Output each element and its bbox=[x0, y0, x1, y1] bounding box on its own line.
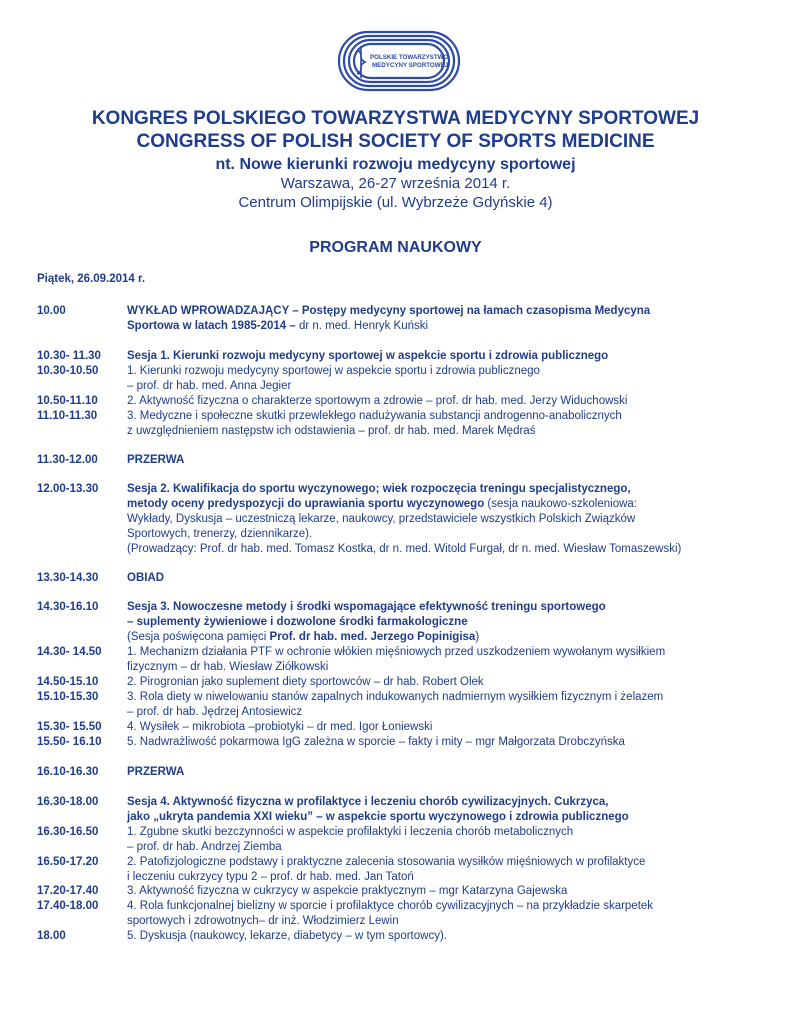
schedule-time: 16.50-17.20 bbox=[37, 856, 99, 868]
schedule-content bbox=[127, 571, 777, 586]
schedule-time: 18.00 bbox=[37, 930, 66, 942]
schedule-line: 5. Nadwrażliwość pokarmowa IgG zależna w sporcie – fakty i mity – mgr Małgorzata Drobczyńska bbox=[127, 736, 625, 748]
schedule-line: 1. Kierunki rozwoju medycyny sportowej w aspekcie sportu i zdrowia publicznego bbox=[127, 365, 540, 377]
congress-title-en: CONGRESS OF POLISH SOCIETY OF SPORTS MEDICINE bbox=[136, 131, 655, 152]
schedule-time: 15.50- 16.10 bbox=[37, 736, 102, 748]
schedule-time: 10.30-10.50 bbox=[37, 365, 99, 377]
schedule-time: 13.30-14.30 bbox=[37, 572, 99, 584]
schedule-content bbox=[127, 884, 777, 899]
schedule-line: 1. Zgubne skutki bezczynności w aspekcie profilaktyki i leczenia chorób metabolicznych bbox=[127, 826, 574, 838]
schedule-content bbox=[127, 765, 777, 780]
schedule-line: PRZERWA bbox=[127, 766, 185, 778]
logo-text-line2: MEDYCYNY SPORTOWEJ bbox=[372, 62, 449, 69]
schedule-time: 12.00-13.30 bbox=[37, 483, 99, 495]
schedule-line: (Sesja poświęcona pamięci Prof. dr hab. med. Jerzego Popinigisa) bbox=[127, 631, 480, 643]
schedule-time: 17.20-17.40 bbox=[37, 885, 99, 897]
schedule-time: 16.30-16.50 bbox=[37, 826, 99, 838]
schedule-line: (Prowadzący: Prof. dr hab. med. Tomasz Kostka, dr n. med. Witold Furgał, dr n. med. Wiesław Tomaszewski) bbox=[127, 543, 682, 555]
schedule-content bbox=[127, 720, 777, 735]
schedule-line: OBIAD bbox=[127, 572, 165, 584]
schedule-line: – prof. dr hab. med. Anna Jegier bbox=[127, 380, 292, 392]
schedule-content bbox=[127, 825, 777, 855]
schedule-line: 2. Aktywność fizyczna o charakterze sportowym a zdrowie – prof. dr hab. med. Jerzy Widuchowski bbox=[127, 395, 628, 407]
schedule-time: 17.40-18.00 bbox=[37, 900, 99, 912]
schedule-content bbox=[127, 364, 777, 394]
schedule-content bbox=[127, 482, 777, 557]
program-title: PROGRAM NAUKOWY bbox=[309, 239, 482, 256]
schedule-content bbox=[127, 453, 777, 468]
schedule-line: 4. Wysiłek – mikrobiota –probiotyki – dr med. Igor Łoniewski bbox=[127, 721, 433, 733]
caduceus-icon bbox=[357, 46, 365, 78]
schedule-line: 1. Mechanizm działania PTF w ochronie włókien mięśniowych przed uszkodzeniem wywołanym wysiłkiem bbox=[127, 646, 666, 658]
schedule-time: 16.30-18.00 bbox=[37, 796, 99, 808]
day-heading: Piątek, 26.09.2014 r. bbox=[37, 273, 146, 285]
schedule-content bbox=[127, 645, 777, 675]
schedule-time: 15.10-15.30 bbox=[37, 691, 99, 703]
schedule-line: – suplementy żywieniowe i dozwolone środki farmakologiczne bbox=[127, 616, 468, 628]
schedule-line: Sportowych, trenerzy, dziennikarze). bbox=[127, 528, 313, 540]
venue: Centrum Olimpijskie (ul. Wybrzeże Gdyńskie 4) bbox=[238, 194, 553, 211]
schedule-content bbox=[127, 304, 777, 334]
schedule-line: 3. Rola diety w niwelowaniu stanów zapalnych indukowanych nadmiernym wysiłkiem fizycznym i żelazem bbox=[127, 691, 664, 703]
schedule-line: – prof. dr hab. Andrzej Ziemba bbox=[127, 841, 282, 853]
schedule-content bbox=[127, 409, 777, 439]
schedule-time: 10.00 bbox=[37, 305, 66, 317]
schedule-line: Sportowa w latach 1985-2014 – dr n. med. Henryk Kuński bbox=[127, 320, 429, 332]
schedule-content bbox=[127, 795, 777, 825]
schedule-line: Sesja 4. Aktywność fizyczna w profilaktyce i leczeniu chorób cywilizacyjnych. Cukrzyca, bbox=[127, 796, 609, 808]
schedule-content bbox=[127, 690, 777, 720]
schedule-content bbox=[127, 899, 777, 929]
schedule-line: Wykłady, Dyskusja – uczestniczą lekarze, naukowcy, przedstawiciele wszystkich Polskich Związków bbox=[127, 513, 636, 525]
logo-text-line1: POLSKIE TOWARZYSTWO bbox=[370, 54, 449, 61]
schedule-content bbox=[127, 349, 777, 364]
society-logo bbox=[337, 30, 461, 92]
schedule-content bbox=[127, 735, 777, 750]
schedule-time: 15.30- 15.50 bbox=[37, 721, 102, 733]
schedule-content bbox=[127, 600, 777, 645]
schedule-line: i leczeniu cukrzycy typu 2 – prof. dr hab. med. Jan Tatoń bbox=[127, 871, 414, 883]
schedule-line: 2. Patofizjologiczne podstawy i praktyczne zalecenia stosowania wysiłków mięśniowych w profilaktyce bbox=[127, 856, 646, 868]
schedule-time: 14.30- 14.50 bbox=[37, 646, 102, 658]
schedule-line: sportowych i zdrowotnych– dr inż. Włodzimierz Lewin bbox=[127, 915, 399, 927]
schedule-line: z uwzględnieniem następstw ich odstawienia – prof. dr hab. med. Marek Mędraś bbox=[127, 425, 536, 437]
congress-subtitle: nt. Nowe kierunki rozwoju medycyny sportowej bbox=[215, 156, 576, 173]
schedule-line: 3. Medyczne i społeczne skutki przewlekłego nadużywania substancji androgenno-anabolicznych bbox=[127, 410, 622, 422]
schedule-time: 14.30-16.10 bbox=[37, 601, 99, 613]
schedule-time: 11.10-11.30 bbox=[37, 410, 98, 422]
schedule-content bbox=[127, 855, 777, 885]
schedule-time: 10.50-11.10 bbox=[37, 395, 98, 407]
schedule-content bbox=[127, 675, 777, 690]
schedule-line: 5. Dyskusja (naukowcy, lekarze, diabetycy – w tym sportowcy). bbox=[127, 930, 447, 942]
schedule-line: Sesja 1. Kierunki rozwoju medycyny sportowej w aspekcie sportu i zdrowia publicznego bbox=[127, 350, 609, 362]
schedule-line: PRZERWA bbox=[127, 454, 185, 466]
schedule-line: 3. Aktywność fizyczna w cukrzycy w aspekcie praktycznym – mgr Katarzyna Gajewska bbox=[127, 885, 568, 897]
schedule-line: 4. Rola funkcjonalnej bielizny w sporcie i profilaktyce chorób cywilizacyjnych – na przykładzie skarpetek bbox=[127, 900, 654, 912]
schedule-time: 11.30-12.00 bbox=[37, 454, 98, 466]
schedule-content bbox=[127, 394, 777, 409]
schedule-time: 10.30- 11.30 bbox=[37, 350, 101, 362]
schedule-time: 16.10-16.30 bbox=[37, 766, 99, 778]
schedule-line: metody oceny predyspozycji do uprawiania sportu wyczynowego (sesja naukowo-szkoleniowa: bbox=[127, 498, 637, 510]
schedule-content bbox=[127, 929, 777, 944]
schedule-line: fizycznym – dr hab. Wiesław Ziółkowski bbox=[127, 661, 329, 673]
schedule-line: – prof. dr hab. Jędrzej Antosiewicz bbox=[127, 706, 303, 718]
schedule-line: jako „ukryta pandemia XXI wieku” – w aspekcie sportu wyczynowego i zdrowia publicznego bbox=[127, 811, 629, 823]
schedule-line: Sesja 2. Kwalifikacja do sportu wyczynowego; wiek rozpoczęcia treningu specjalistycznego, bbox=[127, 483, 631, 495]
place-and-date: Warszawa, 26-27 września 2014 r. bbox=[280, 175, 511, 192]
schedule-time: 14.50-15.10 bbox=[37, 676, 99, 688]
schedule-line: WYKŁAD WPROWADZAJĄCY – Postępy medycyny sportowej na łamach czasopisma Medycyna bbox=[127, 305, 651, 317]
schedule-line: 2. Pirogronian jako suplement diety sportowców – dr hab. Robert Olek bbox=[127, 676, 484, 688]
congress-title-pl: KONGRES POLSKIEGO TOWARZYSTWA MEDYCYNY SPORTOWEJ bbox=[91, 108, 700, 129]
schedule-line: Sesja 3. Nowoczesne metody i środki wspomagające efektywność treningu sportowego bbox=[127, 601, 606, 613]
